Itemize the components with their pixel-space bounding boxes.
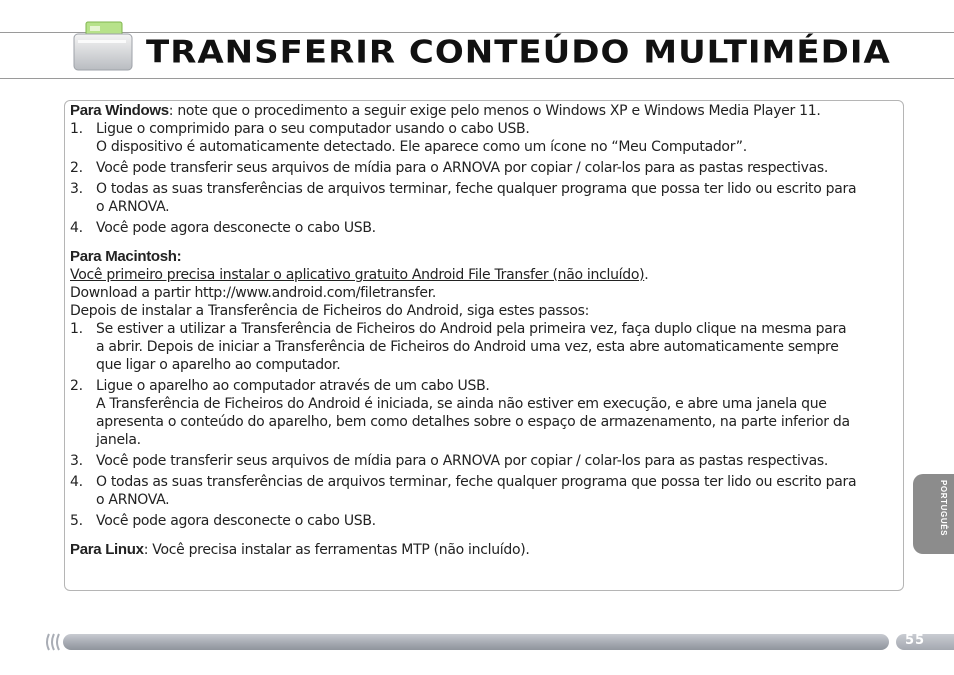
list-item [70,320,897,374]
footer-stripes-icon [44,632,64,652]
mac-heading: Para Macintosh: [70,248,182,265]
media-folder-icon [72,20,136,78]
step-text: Ligue o aparelho ao computador através de um cabo USB. [96,378,490,394]
step-text: Você pode transferir seus arquivos de mídia para o ARNOVA por copiar / colar-los para as pastas respectivas. [96,160,829,176]
mac-note [70,266,897,284]
header-bottom-rule [0,78,954,79]
step-number: 3. [70,453,83,469]
mac-after-install: Depois de instalar a Transferência de Ficheiros do Android, siga estes passos: [70,303,590,319]
step-text: Você pode agora desconecte o cabo USB. [96,220,376,236]
step-text: O todas as suas transferências de arquivos terminar, feche qualquer programa que possa ter lido ou escrito para [96,181,857,197]
linux-heading: Para Linux [70,541,144,558]
step-text: A Transferência de Ficheiros do Android é iniciada, se ainda não estiver em execução, e abre uma janela que [96,396,827,412]
linux-line [70,541,897,559]
windows-intro [70,102,897,120]
linux-text: : Você precisa instalar as ferramentas MTP (não incluído). [143,542,530,558]
linux-section [70,541,897,559]
language-tab [913,474,954,554]
step-text: apresenta o conteúdo do aparelho, bem como detalhes sobre o espaço de armazenamento, na parte inferior da [96,414,850,430]
step-text: O dispositivo é automaticamente detectado. Ele aparece como um ícone no “Meu Computador”. [96,139,747,155]
step-text: O todas as suas transferências de arquivos terminar, feche qualquer programa que possa ter lido ou escrito para [96,474,857,490]
mac-section [70,248,897,530]
list-item [70,452,897,470]
header-top-rule [0,32,954,33]
step-text: o ARNOVA. [96,492,170,508]
step-number: 1. [70,321,83,337]
step-text: janela. [96,432,141,448]
step-number: 2. [70,160,83,176]
page-title: TRANSFERIR CONTEÚDO MULTIMÉDIA [146,34,891,71]
mac-note-underlined: Você primeiro precisa instalar o aplicativo gratuito Android File Transfer (não incluído) [70,267,645,283]
mac-heading-line [70,248,897,266]
mac-download-line: Download a partir http://www.android.com/filetransfer. [70,285,437,301]
list-item [70,219,897,237]
windows-intro-text: : note que o procedimento a seguir exige pelo menos o Windows XP e Windows Media Player 11. [168,103,821,119]
step-text: que ligar o aparelho ao computador. [96,357,341,373]
mac-steps [70,320,897,530]
page-number: 55 [905,633,926,648]
step-text: a abrir. Depois de iniciar a Transferência de Ficheiros do Android uma vez, esta abre automaticamente sempre [96,339,839,355]
mac-note-suffix: . [644,267,649,283]
windows-section [70,102,897,237]
windows-steps [70,120,897,237]
footer-bar [63,634,889,650]
content-box [64,100,904,591]
step-number: 1. [70,121,83,137]
step-text: Você pode transferir seus arquivos de mídia para o ARNOVA por copiar / colar-los para as pastas respectivas. [96,453,829,469]
list-item [70,473,897,509]
language-tab-label: PORTUGUÊS [939,480,948,537]
step-text: Ligue o comprimido para o seu computador usando o cabo USB. [96,121,530,137]
step-text: o ARNOVA. [96,199,170,215]
list-item [70,512,897,530]
step-text: Se estiver a utilizar a Transferência de Ficheiros do Android pela primeira vez, faça duplo clique na mesma para [96,321,847,337]
step-text: Você pode agora desconecte o cabo USB. [96,513,376,529]
step-number: 2. [70,378,83,394]
list-item [70,159,897,177]
step-number: 5. [70,513,83,529]
step-number: 3. [70,181,83,197]
list-item [70,180,897,216]
list-item [70,377,897,449]
step-number: 4. [70,474,83,490]
list-item [70,120,897,156]
windows-heading: Para Windows [70,102,169,119]
step-number: 4. [70,220,83,236]
